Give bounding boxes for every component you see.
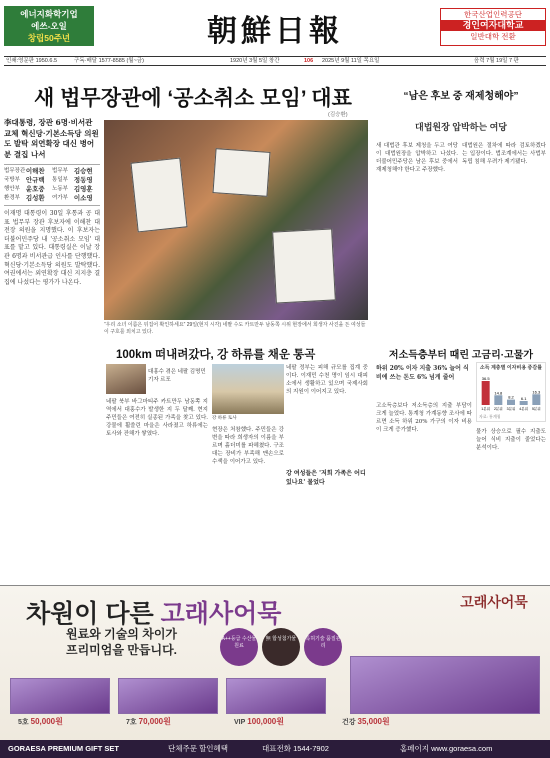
cabinet-label: 여가부 (52, 195, 68, 201)
river-photo[interactable] (212, 364, 284, 414)
right-subhead: 대법원장 압박하는 여당 (415, 122, 507, 132)
lead-column (4, 118, 100, 287)
chart-value-label: 36.5 (481, 376, 490, 381)
chart-title: 소득 계층별 이자비용 증감률 (479, 365, 543, 371)
cabinet-name: 이소영 (73, 195, 93, 202)
chart-bar (532, 394, 540, 405)
section-headline[interactable]: 저소득층부터 때린 고금리·고물가 (388, 350, 534, 361)
gift-set-5 (10, 678, 110, 714)
section-body: 고소득층보다 저소득층의 지출 부담이 크게 늘었다. 통계청 가계동향 조사에 따르면 소득 하위 20% 가구의 이자 비용이 크게 증가했다. (376, 403, 472, 433)
ad-tagline2: 프리미엄을 만듭니다. (66, 643, 177, 657)
chart-source: 자료: 통계청 (479, 414, 501, 419)
sub-quote: 강 여성들은 '저희 가족은 어디 있나요' 물었다 (286, 470, 366, 486)
cabinet-label: 행안부 (4, 186, 20, 192)
product-item: 7호 70,000원 (126, 717, 171, 726)
cabinet-label: 통일부 (52, 177, 68, 183)
reporter-photo (106, 364, 146, 394)
ad-goraesa[interactable] (0, 585, 550, 758)
ad-headline (26, 594, 281, 630)
chart-value-label: 8.2 (508, 394, 514, 400)
cabinet-name: 김승현 (73, 168, 93, 175)
right-col2: 대법원은 절차에 따라 검토하겠다는 입장이다. 법조계에서는 사법부 독립 침해 우려가 제기됐다. (462, 143, 546, 165)
cabinet-list (4, 164, 100, 206)
ad-soil-line2: 에쓰-오일 (31, 21, 67, 31)
product-item: VIP 100,000원 (234, 717, 284, 726)
chart-value-label: 6.1 (520, 395, 527, 401)
lead-credit: (김승환) (328, 112, 348, 118)
chart-bar (482, 381, 490, 405)
chart-bar (507, 400, 515, 405)
ad-univ-line1: 한국산업인력공단 (464, 10, 522, 19)
sub-col3: 네팔 정부는 피해 규모를 집계 중이다. 이재민 수천 명이 임시 대피소에서 생활하고 있으며 국제사회의 지원이 이어지고 있다. (286, 365, 368, 395)
sub-col1: 네팔 북부 바그마티주 카트만두 남동쪽 지역에서 대홍수가 발생한 지 두 달째. 현지 주민들은 여전히 실종된 가족을 찾고 있다. 강물에 휩쓸린 마을은 사라졌고 하류에는 토사와 잔해가 쌓였다. (106, 399, 208, 437)
chart-category-label: 4분위 (519, 407, 529, 411)
footer-brand: GORAESA PREMIUM GIFT SET (8, 744, 119, 753)
gift-set-vip (226, 678, 326, 714)
info-bar (4, 56, 546, 66)
ad-footer (0, 740, 550, 758)
chart-category-label: 2분위 (493, 407, 503, 411)
main-photo-caption: “우리 소녀 이름은 뒤집어 확인하세요” 29일(현지 시각) 네팔 수도 카트만두 남동쪽 시위 현장에서 희생자 사진을 든 여성들이 구호를 외치고 있다. (104, 322, 366, 335)
sub-col2: 현장은 처참했다. 주민들은 강변을 따라 희생자의 이름을 부르며 흙더미를 파헤쳤다. 구조대는 장비가 부족해 맨손으로 수색을 이어가고 있다. (212, 427, 284, 465)
cabinet-name: 안규백 (25, 177, 45, 184)
chart-value-label: 16.3 (532, 389, 541, 395)
chart-category-label: 3분위 (506, 407, 516, 411)
cabinet-label: 법무장관 (4, 168, 26, 174)
protest-sign (272, 228, 336, 303)
interest-chart (476, 362, 546, 422)
goraesa-logo: 고래사어묵 (460, 595, 528, 611)
info-date: 2025년 9월 11일 목요일 (322, 58, 380, 64)
product-item: 건강 35,000원 (342, 717, 390, 726)
section-body2: 물가 상승으로 필수 지출도 늘어 식비 지출이 줄었다는 분석이다. (476, 429, 546, 451)
footer-phone[interactable]: 대표전화 1544-7902 (262, 744, 329, 753)
ad-soil-line3: 창립50주년 (27, 33, 71, 43)
footer-order: 단체주문 할인혜택 (168, 744, 229, 753)
ad-univ-name: 경인여자대학교 (441, 20, 545, 31)
cabinet-name: 이해찬 (25, 168, 45, 175)
ad-tagline (66, 626, 177, 658)
ad-soil-line1: 에너지화학기업 (20, 9, 78, 19)
main-photo[interactable] (104, 120, 368, 320)
chart-svg (477, 371, 545, 413)
badge-patent: 특허기술 품질관리 (304, 628, 342, 666)
cabinet-name: 윤호중 (25, 186, 45, 193)
info-left2: 구독·배달 1577-8585 (월~금) (74, 58, 144, 64)
right-headline[interactable]: “남은 후보 중 재제청해야” (403, 91, 519, 102)
cabinet-label: 국방부 (4, 177, 20, 183)
chart-category-label: 5분위 (531, 407, 541, 411)
river-caption: 강 하류 토사 (212, 416, 237, 421)
cabinet-name: 김영훈 (73, 186, 93, 193)
cabinet-name: 김성환 (25, 195, 45, 202)
info-center: 1920년 3월 5일 창간 (230, 58, 280, 64)
badge-aplus: A++등급 수산물 원료 (220, 628, 258, 666)
lead-body: 이재명 대통령이 30일 후통과 공 대표 법무부 장관 후보자에 이해찬 대전장 의원을 지명했다. 이 후보자는 더불어민주당 내 '공소취소 모임' 대표를 맡고 있다. 대통령실은 이날 장관 6명과 비서관급 인사를 단행했다. 혁신당·기본소득당 의원도 발탁했다. 여권에서는 외연확장 대신 지지층 결집에 나섰다는 평가가 나온다. (4, 210, 100, 286)
ad-univ-line3: 일반대학 전환 (470, 32, 516, 41)
newspaper-title: 朝鮮日報 (207, 14, 343, 49)
chart-value-label: 14.8 (494, 390, 503, 396)
cabinet-label: 환경부 (4, 195, 20, 201)
cabinet-label: 노동부 (52, 186, 68, 192)
badge-no-additive: 無 합성첨가물 (262, 628, 300, 666)
ad-university[interactable] (440, 8, 546, 46)
protest-sign (212, 148, 270, 197)
gift-set-7 (118, 678, 218, 714)
product-item: 5호 50,000원 (18, 717, 63, 726)
right-col1: 새 대법관 후보 제청을 두고 여당이 대법원장을 압박하고 나섰다. 더불어민주당은 남은 후보 중에서 재제청해야 한다고 주장했다. (376, 143, 458, 173)
footer-web[interactable]: 홈페이지 www.goraesa.com (400, 744, 493, 753)
issue-number: 106 (304, 58, 314, 64)
masthead (0, 0, 550, 52)
ad-soil[interactable] (4, 6, 94, 46)
ad-headline-brand: 고래사어묵 (160, 600, 282, 628)
cabinet-label: 법무부 (52, 168, 68, 174)
chart-category-label: 1분위 (481, 407, 491, 411)
chart-bar (520, 401, 528, 405)
section-lead: 하위 20% 이자 지출 36% 늘어 식비에 쓰는 돈도 6% 넘게 줄어 (376, 365, 469, 381)
reporter-caption: 대홍수 겪은 네팔 김명민 기자 르포 (148, 369, 206, 383)
ad-headline-pre: 차원이 다른 (26, 600, 161, 628)
gift-set-hero (350, 656, 540, 714)
lead-headline[interactable]: 새 법무장관에 ‘공소취소 모임’ 대표 (34, 87, 352, 110)
info-right: 음력 7월 19일 7 판 (474, 58, 519, 64)
cabinet-name: 정동영 (73, 177, 93, 184)
chart-bar (494, 395, 502, 405)
info-left: 인쇄:영문판 1950.6.5 (6, 58, 58, 64)
lead-summary: 李대통령, 장관 6명·비서관 교체 혁신당·기본소득당 의원도 발탁 외연확장 대신 병어분 결집 나서 (4, 118, 99, 159)
protest-sign (130, 158, 187, 233)
ad-tagline1: 원료와 기술의 차이가 (66, 627, 177, 641)
sub-headline[interactable]: 100km 떠내려갔다, 강 하류를 채운 통곡 (116, 349, 316, 361)
